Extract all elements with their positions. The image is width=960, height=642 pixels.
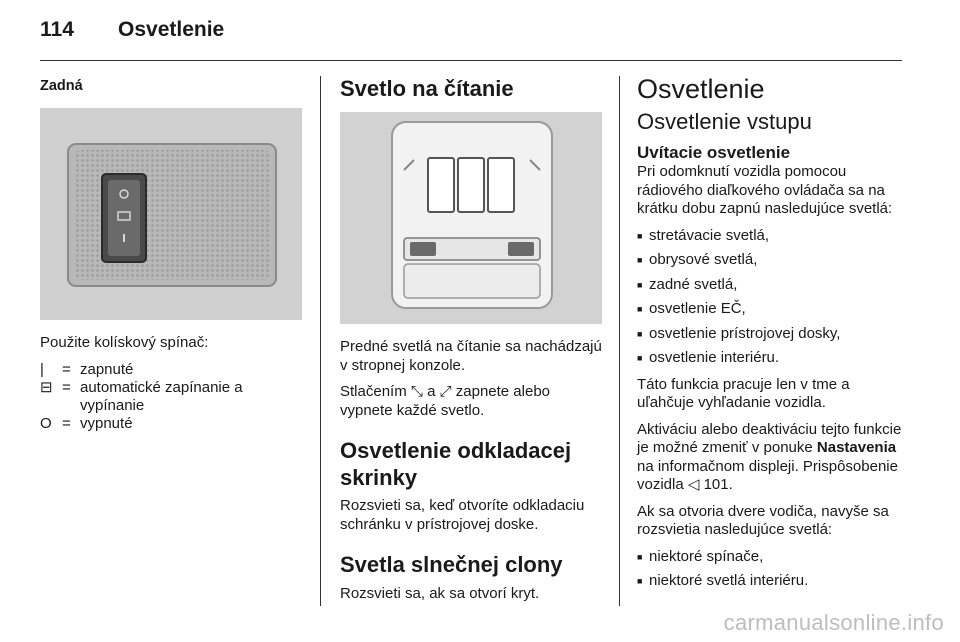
driver-door-lights-list [637,548,907,591]
welcome-intro: Pri odomknutí vozidla pomocou rádiového diaľkového ovládača sa na krátku dobu zapnú nasledujúce svetlá: [637,163,893,217]
subheading-entry: Osvetlenie vstupu [637,109,812,134]
reading-light-location: Predné svetlá na čítanie sa nachádzajú v stropnej konzole. [340,338,602,374]
section-heading-visor: Svetla slnečnej clony [340,552,563,578]
chapter-title: Osvetlenie [118,18,225,41]
list-item: ■ stretávacie svetlá, [637,226,770,244]
page-number: 114 [40,18,74,41]
rear-switch-intro: Použite kolískový spínač: [40,334,209,351]
legend-row-on: | = zapnuté [40,360,134,378]
column-reading-light [340,72,604,611]
list-item: ■ osvetlenie prístrojovej dosky, [637,324,841,342]
list-item: ■ niektoré svetlá interiéru. [637,572,809,589]
list-item: ■ osvetlenie interiéru. [637,349,780,366]
welcome-lights-list [637,227,907,368]
legend-row-off: O = vypnuté [40,414,133,432]
legend-row-auto: ⊟ = automatické zapínanie a vypínanie [40,378,243,414]
list-item: ■ niektoré spínače, [637,547,764,565]
switch-legend [40,361,304,433]
list-item: ■ zadné svetlá, [637,275,738,293]
reading-light-instructions: Stlačením ⤡ a ⤢ zapnete alebo vypnete každé svetlo. [340,383,551,419]
rear-switch-figure [40,108,302,320]
right-reading-light-icon: ⤢ [439,383,452,401]
section-heading-glovebox: Osvetlenie odkladacej skrinky [340,438,572,490]
reading-light-figure [340,112,602,324]
section-heading-rear: Zadná [40,78,83,94]
column-entry-lighting [637,72,907,599]
section-heading-reading: Svetlo na čítanie [340,76,514,101]
column-rear-light [40,72,304,433]
list-item: ■ osvetlenie EČ, [637,300,746,317]
page-header [40,18,224,42]
page-reference: ◁ 101. [687,476,733,493]
on-symbol-icon: | [40,360,44,378]
driver-door-note: Ak sa otvoria dvere vodiča, navyše sa rozsvietia nasledujúce svetlá: [637,502,889,538]
header-divider [40,60,902,61]
list-item: ■ obrysové svetlá, [637,251,758,268]
settings-menu-name: Nastavenia [816,439,897,456]
glovebox-text: Rozsvieti sa, keď otvoríte odkladaciu schránku v prístrojovej doske. [340,497,585,533]
rocker-switch-illustration [40,108,302,320]
column-divider-2 [619,76,620,606]
door-contact-icon: ⊟ [40,378,53,396]
visor-text: Rozsvieti sa, ak sa otvorí kryt. [340,584,540,602]
subheading-welcome: Uvítacie osvetlenie [637,143,791,162]
settings-note: Aktiváciu alebo deaktiváciu tejto funkcie je možné zmeniť v ponuke Nastavenia na informačnom displeji. Prispôsobenie vozidla ◁ 101. [637,420,902,493]
left-reading-light-icon: ⤡ [410,383,423,401]
overhead-console-illustration [340,112,602,324]
darkness-note: Táto funkcia pracuje len v tme a uľahčuje vyhľadanie vozidla. [637,375,850,411]
column-divider-1 [320,76,321,606]
off-symbol-icon: O [40,414,52,432]
main-heading: Osvetlenie [637,74,765,104]
watermark: carmanualsonline.info [723,610,944,635]
